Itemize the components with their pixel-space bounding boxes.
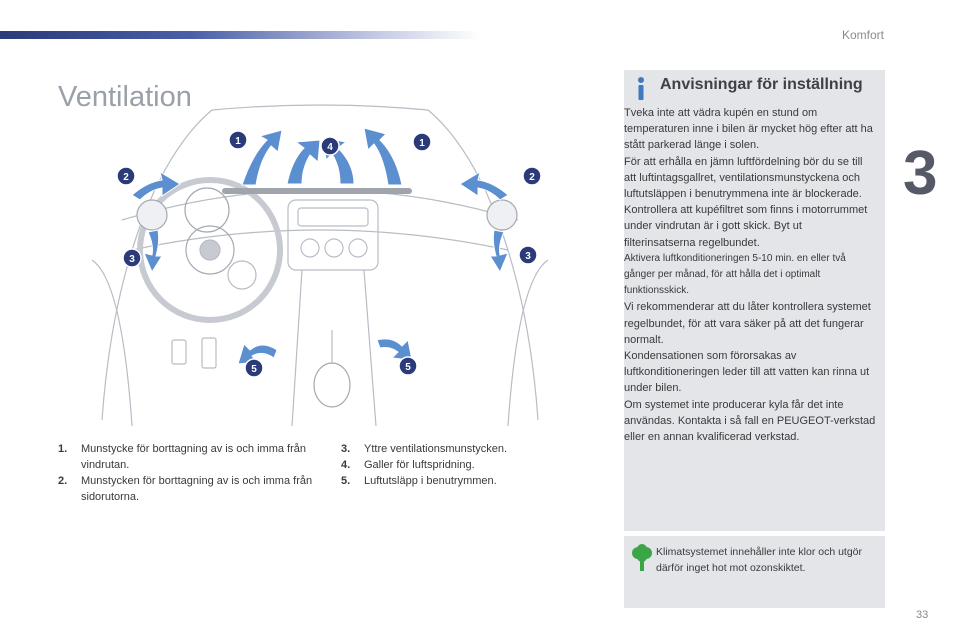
callout-badge xyxy=(321,137,339,155)
gear-knob xyxy=(314,363,350,407)
info-paragraph: Kondensationen som förorsakas av luftkonditioneringen leder till att vatten kan rinna ut under bilen. xyxy=(624,350,870,395)
svg-text:4: 4 xyxy=(327,142,333,153)
legend-list-left xyxy=(58,441,320,505)
svg-text:3: 3 xyxy=(129,254,135,265)
info-paragraph: För att erhålla en jämn luftfördelning bör du se till att luftintagsgallret, ventilationsmunstyckena och luftutsläppen i benutrymmena inte är blockerade. xyxy=(624,155,863,201)
eco-box xyxy=(624,536,885,608)
callout-badge xyxy=(117,167,135,185)
callout-badge xyxy=(245,359,263,377)
callout-badge xyxy=(123,249,141,267)
a-pillar-left xyxy=(102,110,212,420)
info-paragraph: Vi rekommenderar att du låter kontrollera systemet regelbundet, för att vara säker på att det fungerar normalt. xyxy=(624,301,871,346)
svg-text:5: 5 xyxy=(251,364,257,375)
arrow-grille-1 xyxy=(287,140,320,184)
legend-text: Galler för luftspridning. xyxy=(364,459,475,471)
page-number: 33 xyxy=(916,609,929,621)
center-console xyxy=(288,200,378,270)
legend-item xyxy=(341,441,571,457)
callout-badge xyxy=(523,167,541,185)
legend-number: 3. xyxy=(341,443,351,455)
dashboard-top xyxy=(122,190,518,220)
callout-badge xyxy=(229,131,247,149)
info-paragraph: Aktivera luftkonditioneringen 5-10 min. en eller två gånger per månad, för att hålla det i optimalt funktionsskick. xyxy=(624,252,846,297)
callout-badge xyxy=(399,357,417,375)
vent-left xyxy=(137,200,167,230)
legend-number: 2. xyxy=(58,475,68,487)
chapter-number: 3 xyxy=(903,139,938,208)
legend-text: Munstycke för borttagning av is och imma från vindrutan. xyxy=(81,443,306,471)
info-box xyxy=(624,70,885,531)
callout-badge xyxy=(519,246,537,264)
tree-icon xyxy=(630,544,654,572)
roof-line xyxy=(212,105,428,110)
page-title: Ventilation xyxy=(58,81,192,114)
info-paragraph: Om systemet inte producerar kyla får det inte användas. Kontakta i så fall en PEUGEOT-verkstad eller en annan kvalificerad verkstad. xyxy=(624,398,876,444)
legend-text: Luftutsläpp i benutrymmen. xyxy=(364,475,497,487)
eco-text: Klimatsystemet innehåller inte klor och utgör därför inget hot mot ozonskiktet. xyxy=(656,546,863,574)
info-heading: Anvisningar för inställning xyxy=(660,76,863,93)
dashboard-illustration xyxy=(92,100,548,426)
section-label: Komfort xyxy=(841,28,884,42)
arrow-side-right xyxy=(460,172,508,200)
svg-text:5: 5 xyxy=(405,362,411,373)
legend-item xyxy=(341,457,571,473)
info-body xyxy=(624,105,884,445)
defroster-slot xyxy=(222,188,412,194)
legend-number: 1. xyxy=(58,443,68,455)
svg-text:1: 1 xyxy=(235,136,241,147)
info-paragraph: Kontrollera att kupéfiltret som finns i motorrummet under vindrutan är i gott skick. Byt ut filterinsatserna regelbundet. xyxy=(624,204,868,249)
callout-badge xyxy=(413,133,431,151)
svg-text:2: 2 xyxy=(123,172,129,183)
a-pillar-right xyxy=(428,110,538,420)
arrow-defrost-2 xyxy=(364,128,402,185)
arrow-side-left xyxy=(132,172,180,200)
legend-number: 4. xyxy=(341,459,351,471)
legend-item xyxy=(341,473,571,489)
vent-right xyxy=(487,200,517,230)
legend-text: Munstycken för borttagning av is och imma från sidorutorna. xyxy=(81,475,313,503)
arrow-outer-left xyxy=(144,230,162,272)
header-color-bar xyxy=(0,31,480,39)
svg-text:2: 2 xyxy=(529,172,535,183)
legend-item xyxy=(58,441,320,473)
arrow-outer-right xyxy=(490,230,508,272)
legend-item xyxy=(58,473,320,505)
info-icon xyxy=(634,76,648,102)
legend-text: Yttre ventilationsmunstycken. xyxy=(364,443,508,455)
legend-list-right xyxy=(341,441,571,489)
svg-text:1: 1 xyxy=(419,138,425,149)
arrow-defrost-1 xyxy=(242,130,282,185)
svg-text:3: 3 xyxy=(525,251,531,262)
legend-number: 5. xyxy=(341,475,351,487)
info-paragraph: Tveka inte att vädra kupén en stund om temperaturen inne i bilen är mycket hög efter att ha stått parkerad länge i solen. xyxy=(624,107,873,152)
